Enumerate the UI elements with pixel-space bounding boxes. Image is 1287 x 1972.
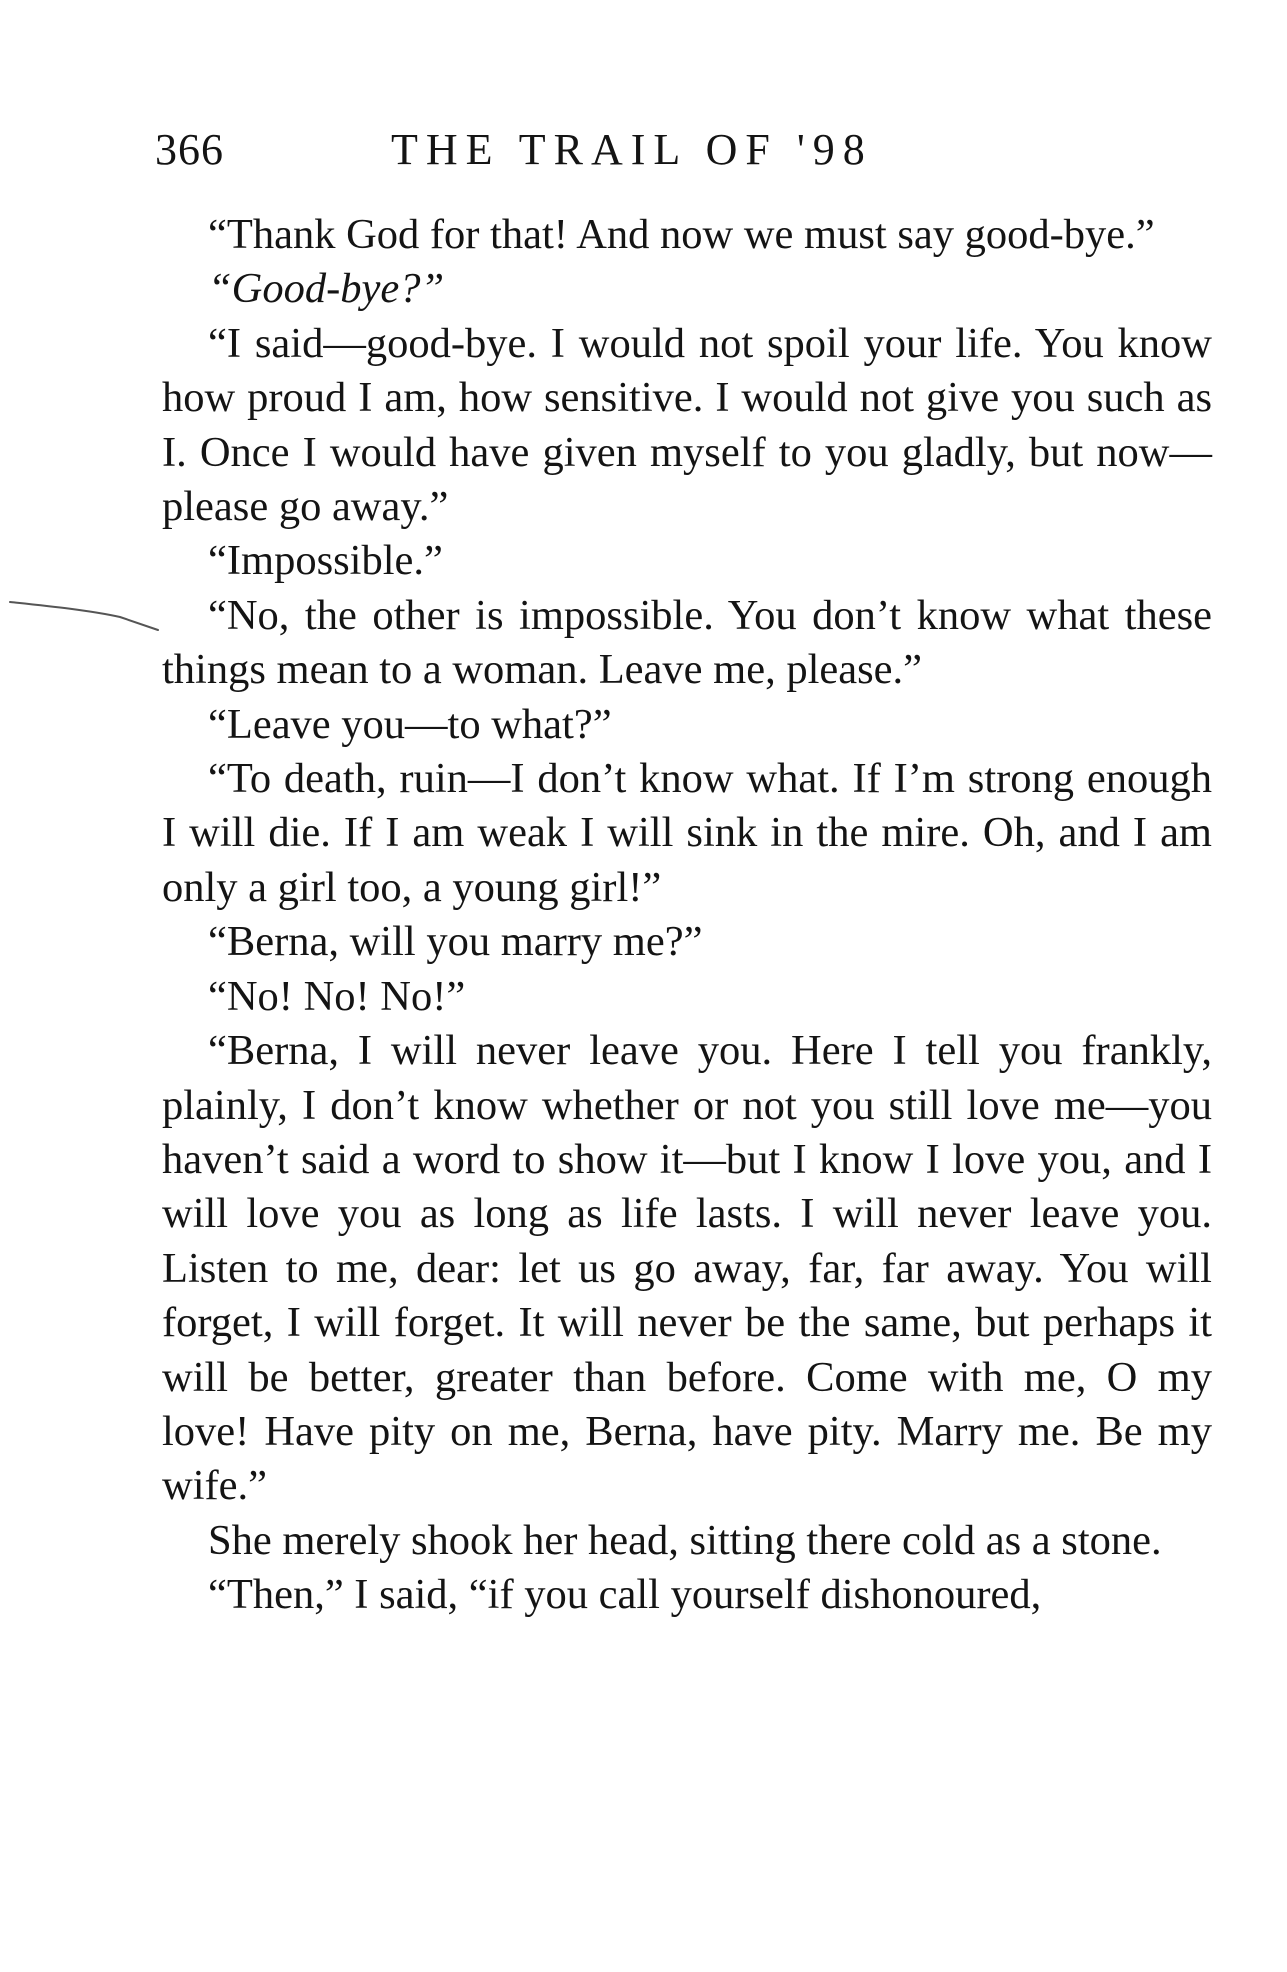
- paragraph: “No! No! No!”: [208, 972, 466, 1020]
- page-number: 366: [155, 125, 224, 174]
- paragraph: “Berna, will you marry me?”: [208, 918, 703, 966]
- paragraph: “Then,” I said, “if you call yourself dishonoured,: [208, 1571, 1042, 1619]
- paragraph: “I said—good-bye. I would not spoil your life. You know how proud I am, how sensitive. I would not give you such as I. Once I would have given myself to you gladly, but now—please go away.”: [162, 319, 1212, 531]
- paragraph: “Impossible.”: [208, 537, 443, 585]
- margin-pencil-mark: [8, 600, 168, 640]
- running-head: [155, 120, 1215, 180]
- paragraph: “Leave you—to what?”: [208, 700, 612, 748]
- paragraph: “Good-bye?”: [208, 265, 445, 313]
- paragraph: “Berna, I will never leave you. Here I tell you frankly, plainly, I don’t know whether or not you still love me—you haven’t said a word to show it—but I know I love you, and I will love you as long as life lasts. I will never leave you. Listen to me, dear: let us go away, far, far away. You will forget, I will forget. It will never be the same, but perhaps it will be better, greater than before. Come with me, O my love! Have pity on me, Berna, have pity. Marry me. Be my wife.”: [162, 1027, 1212, 1510]
- paragraph: She merely shook her head, sitting there cold as a stone.: [208, 1516, 1162, 1564]
- paragraph: “No, the other is impossible. You don’t know what these things mean to a woman. Leave me, please.”: [162, 591, 1212, 694]
- book-title: THE TRAIL OF '98: [391, 125, 873, 174]
- paragraph: “To death, ruin—I don’t know what. If I’m strong enough I will die. If I am weak I will sink in the mire. Oh, and I am only a girl too, a young girl!”: [162, 755, 1212, 911]
- body-text: [162, 208, 1212, 1623]
- paragraph: “Thank God for that! And now we must say good-bye.”: [208, 211, 1155, 258]
